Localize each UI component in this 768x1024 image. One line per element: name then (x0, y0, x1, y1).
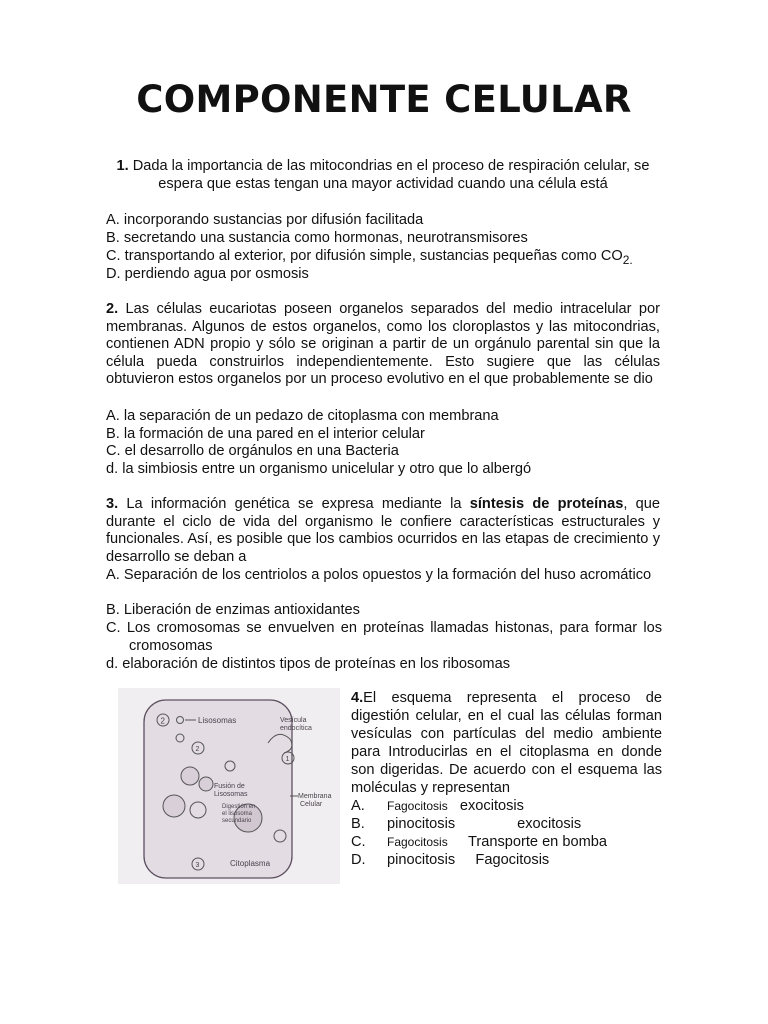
label-fusion-lisosomas: Lisosomas (214, 791, 248, 798)
label-citoplasma: Citoplasma (230, 859, 271, 868)
label-membrana: Membrana (298, 793, 332, 800)
marker-2-label: 2 (160, 716, 165, 726)
question-1-text-line1: Dada la importancia de las mitocondrias en el proceso de respiración celular, se (128, 158, 650, 174)
label-digestion: Digestión en (222, 804, 256, 810)
question-4-option-a-second: exocitosis (459, 798, 524, 814)
question-4-stem (351, 689, 662, 797)
label-fusion: Fusión de (214, 783, 245, 790)
question-1-option-c-text: C. transportando al exterior, por difusión simple, sustancias pequeñas como CO (106, 248, 623, 264)
question-3-option-c: C. Los cromosomas se envuelven en proteínas llamadas histonas, para formar los cromosomas (106, 620, 662, 654)
question-4-option-d-second: Fagocitosis (475, 852, 550, 868)
question-4-option-c (351, 833, 607, 851)
marker-3-label: 3 (195, 862, 200, 869)
label-celular: Celular (300, 801, 323, 808)
question-3-number: 3. (106, 496, 119, 512)
fusion-vesicle (181, 767, 199, 785)
page-title: COMPONENTE CELULAR (136, 78, 632, 121)
question-4-option-b-first: pinocitosis (387, 816, 456, 832)
question-2-option-a: A. la separación de un pedazo de citoplasma con membrana (106, 408, 499, 424)
marker-2b-label: 2 (195, 746, 200, 753)
label-secundario: secundario (222, 818, 252, 824)
question-1-text-line2: espera que estas tengan una mayor actividad cuando una célula está (158, 175, 608, 192)
question-2-number: 2. (106, 301, 119, 317)
question-4-option-c-first: Fagocitosis (387, 835, 448, 849)
marker-1-label: 1 (285, 756, 290, 763)
question-2-option-d: d. la simbiosis entre un organismo unicelular y otro que lo albergó (106, 461, 532, 477)
question-4-text: El esquema representa el proceso de digestión celular, en el cual las células forman vesículas con partículas del medio ambiente para Introducirlas en el citoplasma en donde son digeridas. De acuerdo con el esquema las moléculas y representan (351, 690, 662, 796)
question-4-option-a-letter: A. (351, 798, 365, 814)
question-3-option-b: B. Liberación de enzimas antioxidantes (106, 602, 360, 618)
question-1-option-b: B. secretando una sustancia como hormonas, neurotransmisores (106, 230, 528, 246)
question-3-text-a: La información genética se expresa mediante la (118, 496, 470, 512)
question-2-option-b: B. la formación de una pared en el interior celular (106, 426, 425, 442)
question-3-option-a: A. Separación de los centriolos a polos opuestos y la formación del huso acromático (106, 567, 652, 583)
question-4-number: 4. (351, 690, 364, 706)
question-4-option-b-second: exocitosis (517, 816, 582, 832)
question-2-text: Las células eucariotas poseen organelos separados del medio intracelular por membranas. Algunos de estos organelos, como los cloroplastos y las mitocondrias, contienen ADN propio y sólo se originan a partir de un orgánulo parental sin que la célula pueda construirlos independientemente. Esto sugiere que las células obtuvieron estos organelos por un proceso evolutivo en el que probablemente se dio (106, 301, 660, 388)
question-4-option-b (351, 815, 581, 833)
label-lisosoma: el lisosoma (222, 811, 253, 817)
question-4-option-d-letter: D. (351, 852, 366, 868)
label-vesicula: Vesícula (280, 717, 307, 724)
question-1-option-d: D. perdiendo agua por osmosis (106, 266, 309, 282)
question-4-option-b-letter: B. (351, 816, 365, 832)
question-3-bold: síntesis de proteínas (469, 496, 624, 512)
question-4-option-c-letter: C. (351, 834, 366, 850)
question-1-option-a: A. incorporando sustancias por difusión facilitada (106, 212, 424, 228)
question-3-option-d: d. elaboración de distintos tipos de proteínas en los ribosomas (106, 656, 511, 672)
question-4-option-d (351, 851, 549, 869)
question-2-option-c: C. el desarrollo de orgánulos en una Bacteria (106, 443, 399, 459)
label-lisosomas: Lisosomas (198, 716, 237, 725)
label-endocitica: endocítica (280, 725, 312, 732)
question-1-number: 1. (116, 158, 129, 174)
question-4-option-a (351, 797, 524, 815)
co2-subscript: 2. (622, 252, 633, 267)
question-1-stem (106, 158, 660, 193)
question-4-option-a-first: Fagocitosis (387, 799, 448, 813)
question-3-stem (106, 496, 660, 566)
question-4-option-d-first: pinocitosis (387, 852, 456, 868)
question-3-text-b: , que durante el ciclo de vida del organismo le confiere características estructurales y funcionales. Así, es posible que los cambios ocurridos en las etapas de crecimiento y desarrollo se deban a (106, 496, 660, 565)
secondary-lysosome (163, 795, 185, 817)
question-2-stem (106, 301, 660, 389)
cell-digestion-diagram (118, 688, 340, 884)
question-4-option-c-second: Transporte en bomba (467, 834, 607, 850)
